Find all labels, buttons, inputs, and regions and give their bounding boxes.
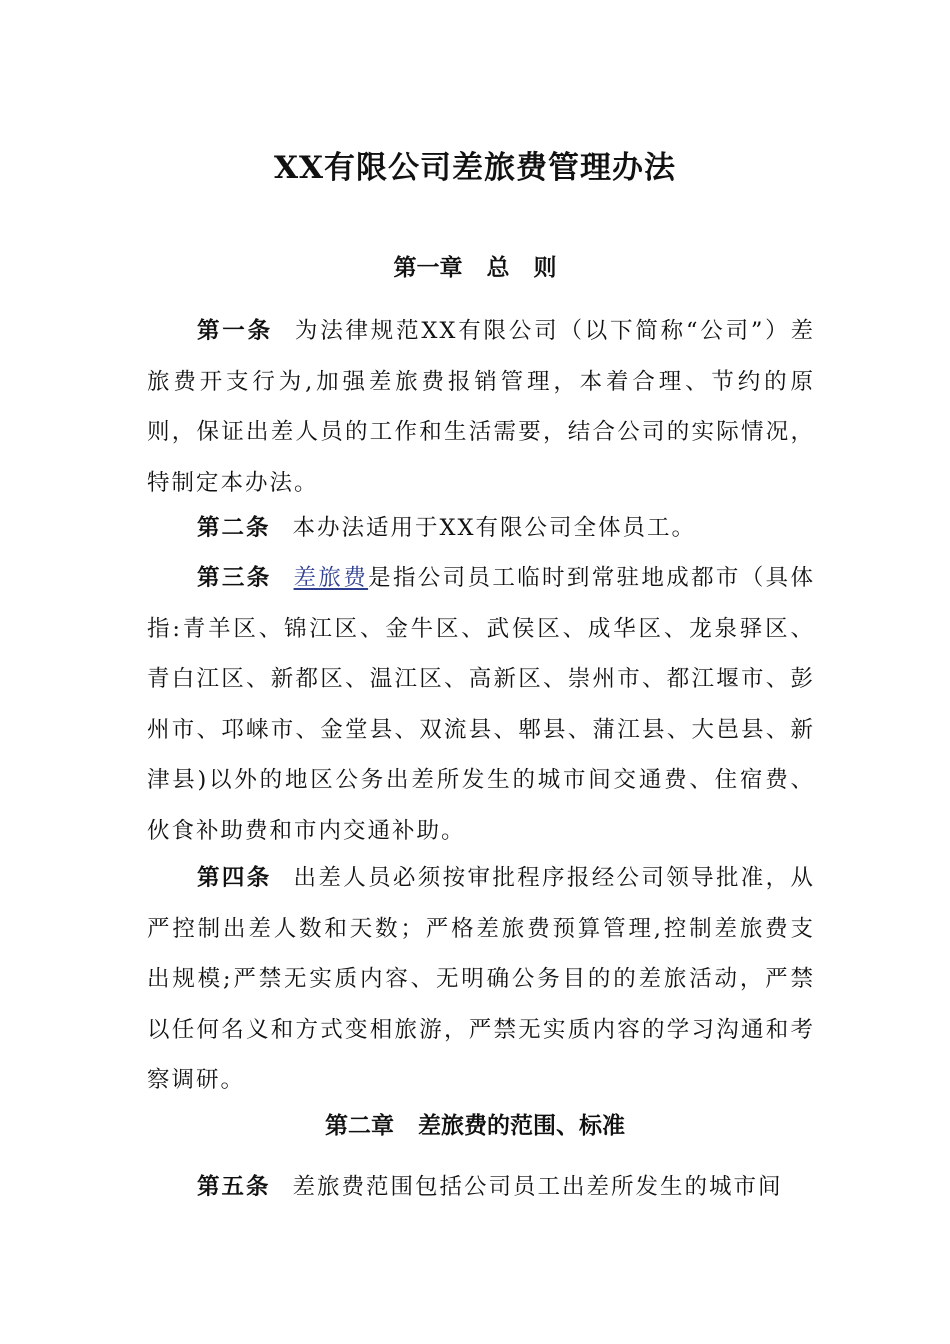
article-5	[147, 1162, 815, 1213]
article-2-text: 本办法适用于XX有限公司全体员工。	[292, 515, 697, 541]
article-3-label: 第三条	[197, 565, 272, 591]
article-1	[147, 306, 815, 508]
document-title: XX有限公司差旅费管理办法	[273, 150, 677, 186]
travel-expense-term-link[interactable]: 差旅费	[293, 565, 369, 591]
article-4-label: 第四条	[197, 865, 272, 891]
article-4	[147, 853, 815, 1106]
article-1-text: 为法律规范XX有限公司（以下简称“公司”）差旅费开支行为,加强差旅费报销管理，本着合理、节约的原则，保证出差人员的工作和生活需要，结合公司的实际情况，特制定本办法。	[147, 318, 815, 496]
article-4-text: 出差人员必须按审批程序报经公司领导批准，从严控制出差人数和天数；严格差旅费预算管理,控制差旅费支出规模;严禁无实质内容、无明确公务目的的差旅活动，严禁以任何名义和方式变相旅游，严禁无实质内容的学习沟通和考察调研。	[147, 865, 815, 1093]
article-3	[147, 553, 815, 856]
article-1-label: 第一条	[197, 318, 273, 344]
article-2-label: 第二条	[197, 515, 271, 541]
chapter-1-heading: 第一章 总 则	[393, 254, 557, 281]
article-2	[147, 503, 815, 554]
article-5-text: 差旅费范围包括公司员工出差所发生的城市间	[292, 1174, 783, 1200]
article-5-label: 第五条	[197, 1174, 271, 1200]
chapter-2-heading: 第二章 差旅费的范围、标准	[324, 1112, 626, 1139]
article-3-text: 是指公司员工临时到常驻地成都市（具体指:青羊区、锦江区、金牛区、武侯区、成华区、龙泉驿区、青白江区、新都区、温江区、高新区、崇州市、都江堰市、彭州市、邛崃市、金堂县、双流县、郫县、蒲江县、大邑县、新津县)以外的地区公务出差所发生的城市间交通费、住宿费、伙食补助费和市内交通补助。	[147, 565, 815, 844]
